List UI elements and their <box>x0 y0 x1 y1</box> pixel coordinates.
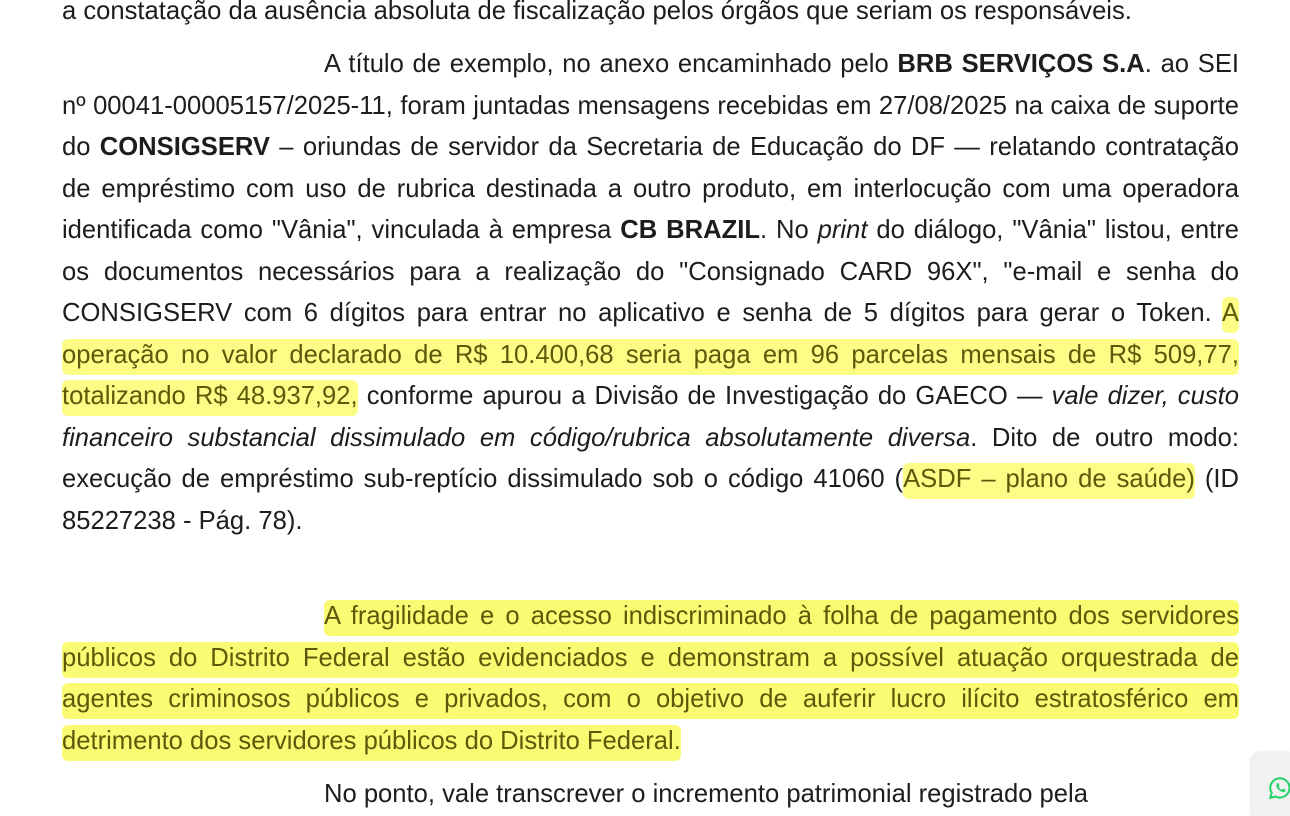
text-run: do diálogo, "Vânia" listou, entre os documentos necessários para a realização do "Consignado CARD 96X", "e-mail e senha do CONSIGSERV com 6 dígitos para entrar no aplicativo e senha de 5 dígitos para gerar o Token. <box>62 216 1239 327</box>
text-run: . No <box>759 216 818 244</box>
highlight-asdf-plano-saude: ASDF – plano de saúde) <box>903 463 1195 499</box>
paragraph-fiscalizacao <box>62 0 1239 33</box>
highlight-operacao-valor: A operação no valor declarado de R$ 10.400,68 seria paga em 96 parcelas mensais de R$ 509,77, totalizando R$ 48.937,92, <box>62 297 1239 416</box>
paragraph-text: a constatação da ausência absoluta de fiscalização pelos órgãos que seriam os responsáveis. <box>62 0 1132 25</box>
text-run: (ID 85227238 - Pág. 78). <box>62 465 1239 535</box>
whatsapp-floating-button[interactable] <box>1252 752 1290 816</box>
highlight-fragilidade-folha: A fragilidade e o acesso indiscriminado à folha de pagamento dos servidores públicos do Distrito Federal estão evidenciados e demonstram a possível atuação orquestrada de agentes criminosos públicos e privados, com o objetivo de auferir lucro ilícito estratosférico em detrimento dos servidores públicos do Distrito Federal. <box>62 600 1239 761</box>
paragraph-text: No ponto, vale transcrever o incremento patrimonial registrado pela <box>324 780 1088 808</box>
text-run: conforme apurou a Divisão de Investigação do GAECO — <box>357 382 1052 410</box>
text-run: . Dito de outro modo: execução de empréstimo sub-reptício dissimulado sob o código 41060 ( <box>62 423 1239 493</box>
italic-print: print <box>817 216 868 244</box>
italic-custo-financeiro: vale dizer, custo financeiro substancial dissimulado em código/rubrica absolutamente diversa <box>62 382 1239 452</box>
text-run: A título de exemplo, no anexo encaminhado pelo <box>324 50 898 78</box>
paragraph-exemplo <box>62 44 1239 542</box>
paragraph-no-ponto <box>62 774 1239 816</box>
bold-cb-brazil: CB BRAZIL <box>620 216 760 244</box>
bold-consigserv: CONSIGSERV <box>99 133 270 161</box>
text-run: . ao SEI nº 00041-00005157/2025-11, foram juntadas mensagens recebidas em 27/08/2025 na caixa de suporte do <box>62 50 1239 161</box>
text-run: – oriundas de servidor da Secretaria de Educação do DF — relatando contratação de empréstimo com uso de rubrica destinada a outro produto, em interlocução com uma operadora identificada como "Vânia", vinculada à empresa <box>62 133 1239 244</box>
paragraph-fragilidade <box>62 596 1239 762</box>
bold-brb-servicos: BRB SERVIÇOS S.A <box>897 50 1145 78</box>
